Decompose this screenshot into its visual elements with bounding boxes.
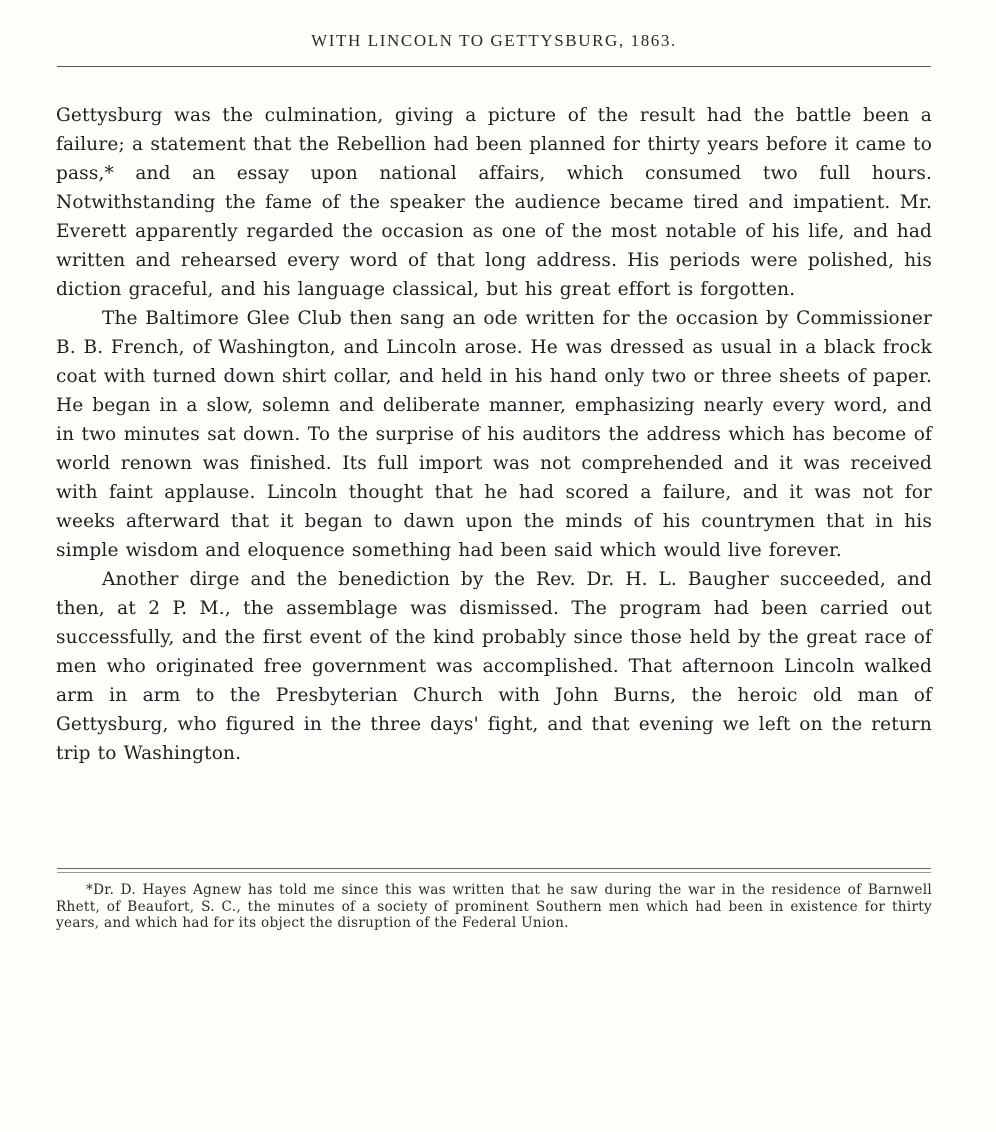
running-head: WITH LINCOLN TO GETTYSBURG, 1863. xyxy=(311,31,677,50)
paragraph-3: Another dirge and the benediction by the Rev. Dr. H. L. Baugher succeeded, and then, at 2 P. M., the assemblage was dismissed. The program had been carried out successfully, and the first event of the kind probably since those held by the great race of men who originated free government was accomplished. That afternoon Lincoln walked arm in arm to the Presbyterian Church with John Burns, the heroic old man of Gettysburg, who figured in the three days' fight, and that evening we left on the return trip to Washington. xyxy=(56,569,932,764)
paragraph-2: The Baltimore Glee Club then sang an ode written for the occasion by Commissioner B. B. French, of Washington, and Lincoln arose. He was dressed as usual in a black frock coat with turned down shirt collar, and held in his hand only two or three sheets of paper. He began in a slow, solemn and deliberate manner, emphasizing nearly every word, and in two minutes sat down. To the surprise of his auditors the address which has become of world renown was finished. Its full import was not comprehended and it was received with faint applause. Lincoln thought that he had scored a failure, and it was not for weeks afterward that it began to dawn upon the minds of his countrymen that in his simple wisdom and eloquence something had been said which would live forever. xyxy=(56,308,932,561)
header-rule xyxy=(57,66,931,67)
footnote: *Dr. D. Hayes Agnew has told me since this was written that he saw during the war in the residence of Barnwell Rhett, of Beaufort, S. C., the minutes of a society of prominent Southern men which had been in existence for thirty years, and which had for its object the disruption of the Federal Union. xyxy=(56,882,932,932)
body-text xyxy=(56,101,932,768)
paragraph-1: Gettysburg was the culmination, giving a picture of the result had the battle been a failure; a statement that the Rebellion had been planned for thirty years before it came to pass,* and an essay upon national affairs, which consumed two full hours. Notwithstanding the fame of the speaker the audience became tired and impatient. Mr. Everett apparently regarded the occasion as one of the most notable of his life, and had written and rehearsed every word of that long address. His periods were polished, his diction graceful, and his language classical, but his great effort is forgotten. xyxy=(56,105,932,300)
footnote-rule xyxy=(57,868,931,869)
footnote-rule-secondary xyxy=(57,872,931,873)
